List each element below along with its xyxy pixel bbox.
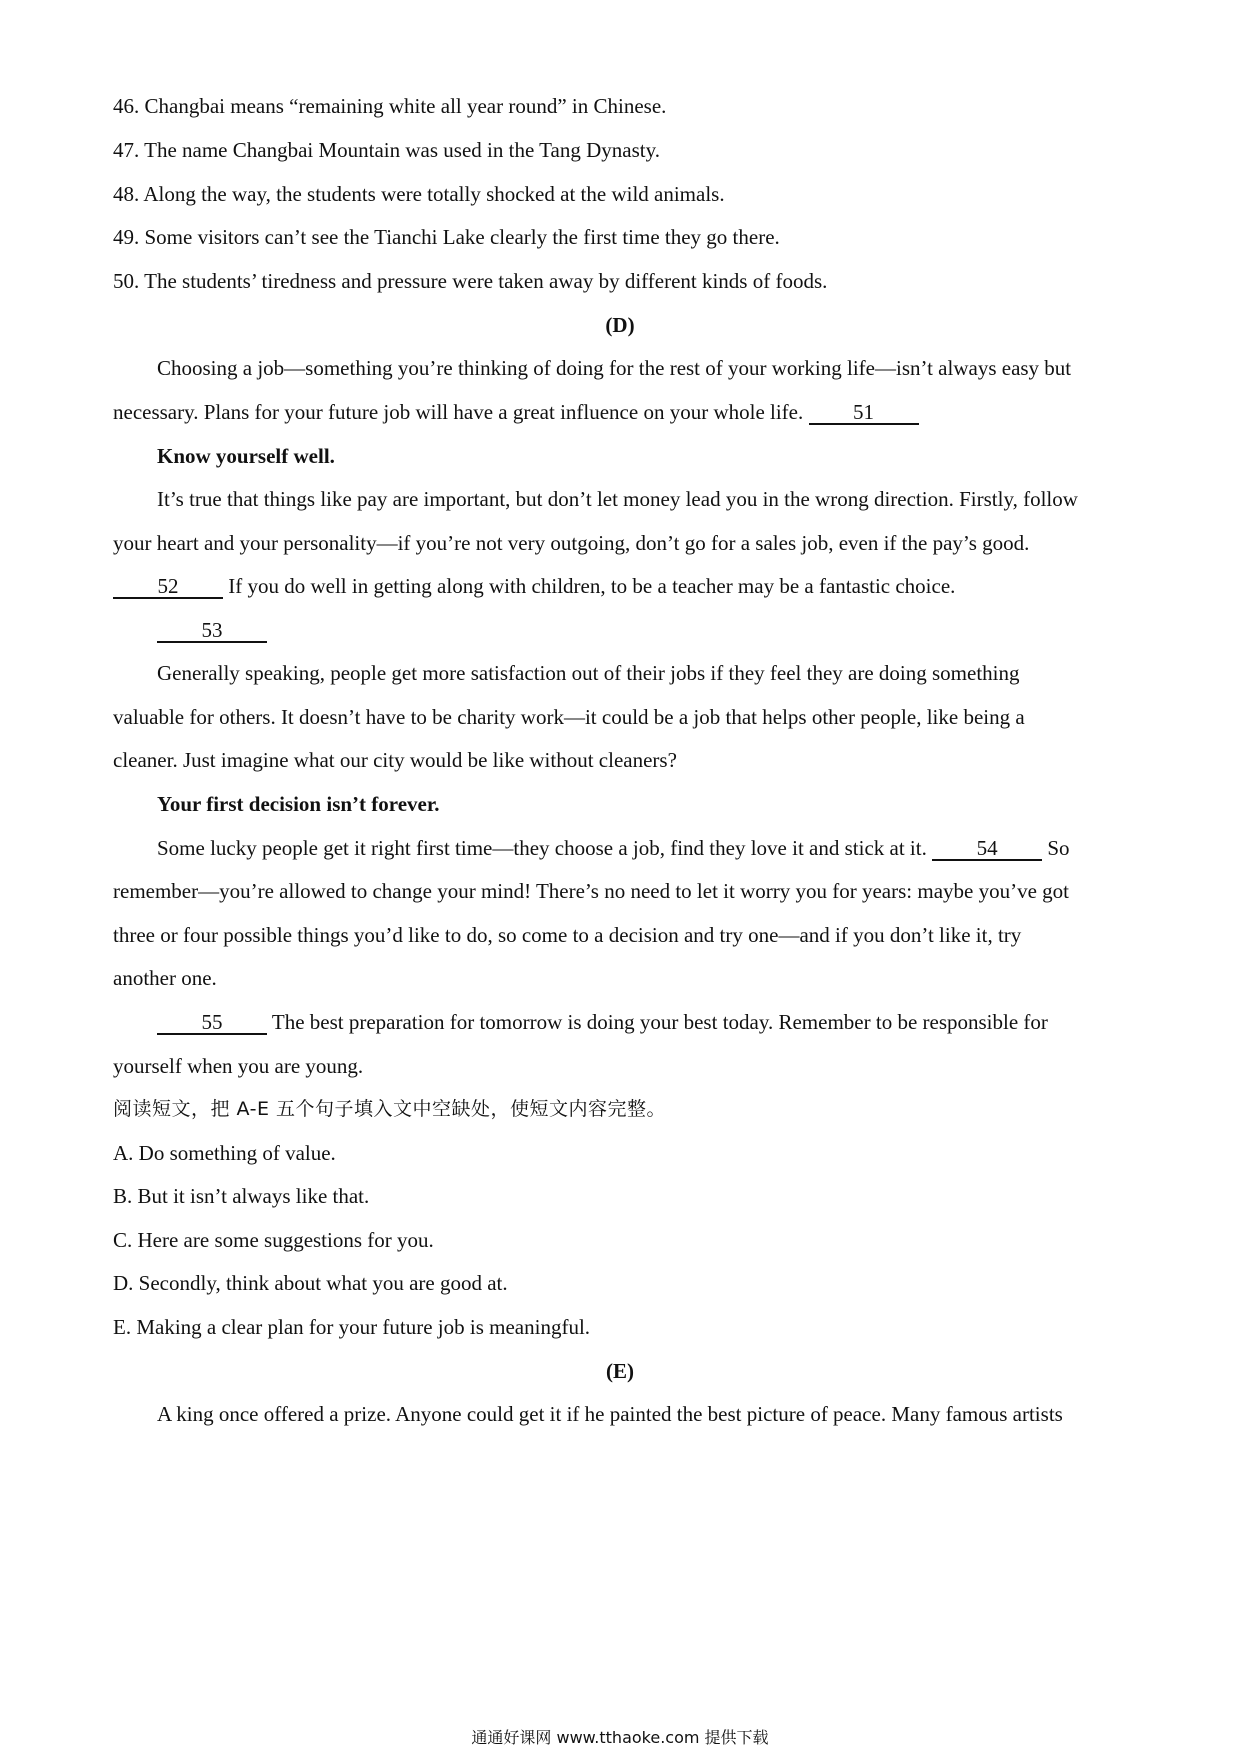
instruction: 阅读短文，把 A-E 五个句子填入文中空缺处，使短文内容完整。	[113, 1098, 667, 1120]
d-paragraph-2-line-1: It’s true that things like pay are important, but don’t let money lead you in the wrong direction. Firstly, follow	[157, 487, 1078, 511]
option-e: E. Making a clear plan for your future job is meaningful.	[113, 1315, 591, 1339]
option-d: D. Secondly, think about what you are good at.	[113, 1271, 508, 1295]
d-blank-53-line	[157, 616, 1127, 644]
d-paragraph-4-line-1	[157, 834, 1127, 862]
footer: 通通好课网 www.tthaoke.com 提供下载	[471, 1728, 769, 1747]
d-p5-text: The best preparation for tomorrow is doing your best today. Remember to be responsible for	[271, 1010, 1048, 1034]
d-paragraph-3-line-2: valuable for others. It doesn’t have to be charity work—it could be a job that helps other people, like being a	[113, 705, 1025, 729]
d-p2-line3-text: If you do well in getting along with children, to be a teacher may be a fantastic choice.	[228, 574, 956, 598]
option-b: B. But it isn’t always like that.	[113, 1184, 370, 1208]
option-a: A. Do something of value.	[113, 1141, 336, 1165]
subheading-know-yourself: Know yourself well.	[157, 444, 335, 468]
e-paragraph-1-line-1: A king once offered a prize. Anyone could get it if he painted the best picture of peace. Many famous artists	[157, 1402, 1063, 1426]
d-p1-text: necessary. Plans for your future job will have a great influence on your whole life.	[113, 400, 804, 424]
question-49: 49. Some visitors can’t see the Tianchi Lake clearly the first time they go there.	[113, 225, 780, 249]
question-46: 46. Changbai means “remaining white all year round” in Chinese.	[113, 94, 667, 118]
subheading-first-decision: Your first decision isn’t forever.	[157, 792, 440, 816]
blank-55[interactable]: 55	[157, 1011, 267, 1035]
question-47: 47. The name Changbai Mountain was used in the Tang Dynasty.	[113, 138, 660, 162]
d-paragraph-1-line-1: Choosing a job—something you’re thinking of doing for the rest of your working life—isn’t always easy but	[157, 356, 1072, 380]
d-paragraph-4-line-2: remember—you’re allowed to change your mind! There’s no need to let it worry you for years: maybe you’ve got	[113, 879, 1069, 903]
d-paragraph-3-line-1: Generally speaking, people get more satisfaction out of their jobs if they feel they are doing something	[157, 661, 1020, 685]
d-paragraph-4-line-4: another one.	[113, 966, 217, 990]
d-paragraph-5-line-1	[157, 1008, 1127, 1036]
d-paragraph-5-line-2: yourself when you are young.	[113, 1054, 364, 1078]
d-paragraph-2-line-2: your heart and your personality—if you’re not very outgoing, don’t go for a sales job, even if the pay’s good.	[113, 531, 1030, 555]
d-paragraph-2-line-3	[113, 572, 1127, 600]
d-paragraph-4-line-3: three or four possible things you’d like to do, so come to a decision and try one—and if you don’t like it, try	[113, 923, 1022, 947]
d-p4-text: Some lucky people get it right first time—they choose a job, find they love it and stick at it.	[157, 836, 927, 860]
blank-51[interactable]: 51	[809, 401, 919, 425]
blank-52[interactable]: 52	[113, 575, 223, 599]
d-paragraph-3-line-3: cleaner. Just imagine what our city would be like without cleaners?	[113, 748, 677, 772]
section-d-heading: (D)	[605, 313, 635, 337]
question-50: 50. The students’ tiredness and pressure were taken away by different kinds of foods.	[113, 269, 828, 293]
section-e-heading: (E)	[606, 1359, 634, 1383]
option-c: C. Here are some suggestions for you.	[113, 1228, 434, 1252]
d-p4-end: So	[1047, 836, 1070, 860]
blank-54[interactable]: 54	[932, 837, 1042, 861]
blank-53[interactable]: 53	[157, 619, 267, 643]
question-48: 48. Along the way, the students were totally shocked at the wild animals.	[113, 182, 725, 206]
d-paragraph-1-line-2	[113, 398, 1127, 426]
